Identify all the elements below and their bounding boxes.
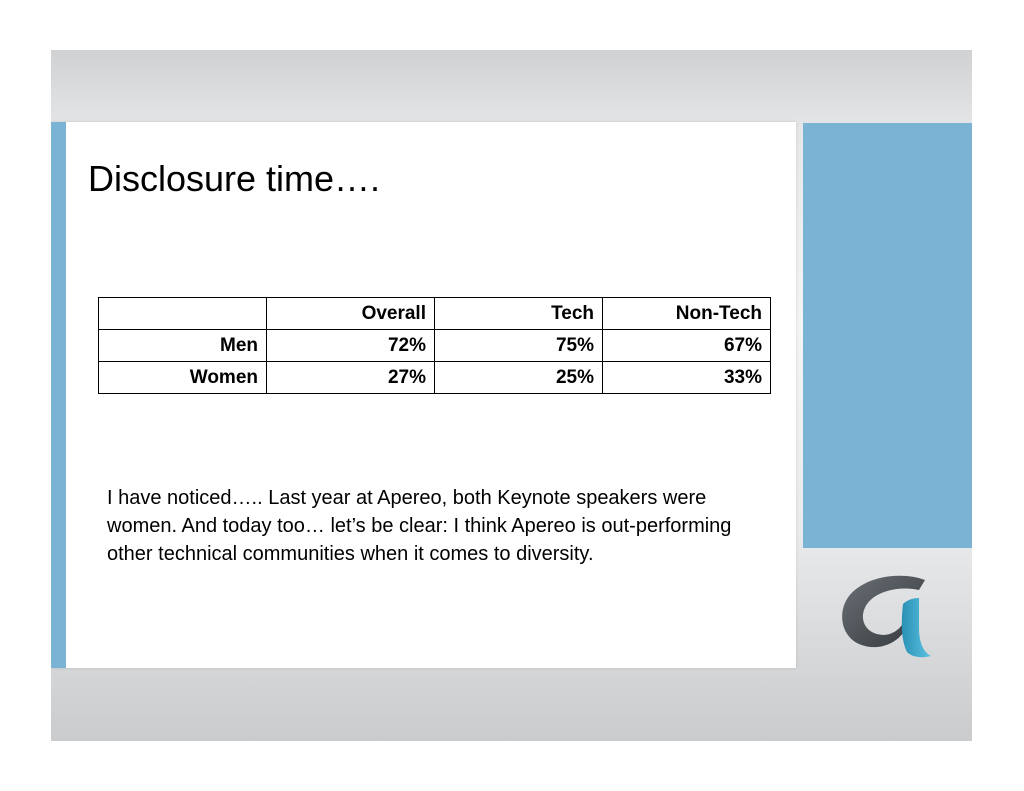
table-cell: 33% (603, 362, 771, 394)
gender-stats-table (98, 297, 771, 394)
row-label: Men (99, 330, 267, 362)
slide-title: Disclosure time…. (88, 158, 381, 199)
left-accent-stripe (51, 122, 66, 668)
table-cell: 75% (435, 330, 603, 362)
content-panel (51, 122, 796, 668)
table-header-cell (99, 298, 267, 330)
apereo-logo-icon (835, 572, 939, 662)
slide (51, 50, 972, 741)
table-cell: 72% (267, 330, 435, 362)
table-header-cell: Tech (435, 298, 603, 330)
table-cell: 67% (603, 330, 771, 362)
table-cell: 27% (267, 362, 435, 394)
accent-box (803, 123, 972, 548)
slide-note: I have noticed….. Last year at Apereo, both Keynote speakers were women. And today too… let’s be clear: I think Apereo is out-performing other technical communities when it comes to diversity. (107, 487, 732, 565)
table-header-cell: Overall (267, 298, 435, 330)
table-header-cell: Non-Tech (603, 298, 771, 330)
table-header-row (99, 298, 771, 330)
row-label: Women (99, 362, 267, 394)
table-row (99, 330, 771, 362)
table-cell: 25% (435, 362, 603, 394)
table-row (99, 362, 771, 394)
